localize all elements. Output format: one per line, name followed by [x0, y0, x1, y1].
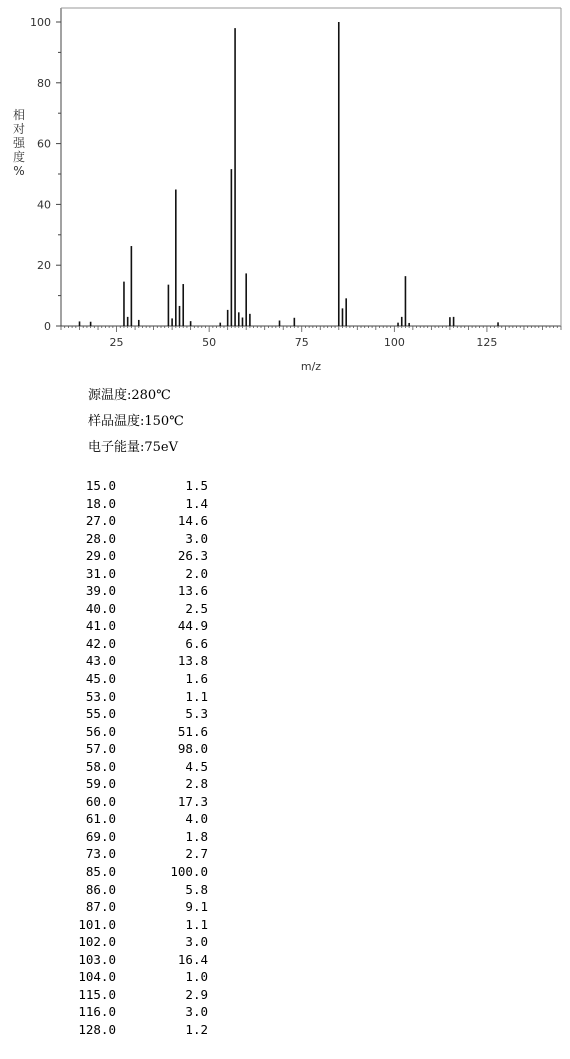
peak-mz: 115.0 — [78, 986, 116, 1002]
peak-row — [60, 477, 208, 495]
peak-mz: 69.0 — [85, 828, 116, 844]
peak-row — [60, 898, 208, 916]
peak-intensity: 26.3 — [177, 548, 208, 564]
peak-intensity: 5.3 — [185, 706, 208, 722]
x-tick-label: 25 — [109, 336, 124, 349]
x-axis-label: m/z — [300, 360, 322, 373]
peak-row — [60, 495, 208, 513]
y-tick-label: 20 — [37, 259, 51, 273]
peak-intensity: 1.0 — [185, 969, 208, 985]
peak-intensity: 14.6 — [177, 513, 208, 529]
peak-list — [60, 477, 208, 1039]
peak-row — [60, 968, 208, 986]
peak-mz: 87.0 — [85, 899, 116, 915]
peak-mz: 104.0 — [78, 969, 116, 985]
peak-mz: 128.0 — [78, 1021, 116, 1037]
peak-intensity: 2.7 — [185, 846, 208, 862]
peak-row — [60, 670, 208, 688]
peak-row — [60, 600, 208, 618]
peak-row — [60, 986, 208, 1004]
peak-row — [60, 635, 208, 653]
peak-mz: 59.0 — [85, 776, 116, 792]
peak-row — [60, 652, 208, 670]
peak-mz: 42.0 — [85, 635, 116, 651]
peak-mz: 102.0 — [78, 934, 116, 950]
peak-row — [60, 547, 208, 565]
peak-mz: 27.0 — [85, 513, 116, 529]
peak-intensity: 3.0 — [185, 1004, 208, 1020]
peak-intensity: 98.0 — [177, 741, 208, 757]
peak-mz: 85.0 — [85, 864, 116, 880]
mass-spectrum-chart — [0, 0, 570, 375]
peak-intensity: 100.0 — [170, 864, 208, 880]
peak-mz: 86.0 — [85, 881, 116, 897]
peak-mz: 43.0 — [85, 653, 116, 669]
x-tick-label: 75 — [294, 336, 309, 349]
y-axis-label-char: 对 — [12, 122, 25, 136]
chart-ticks — [30, 16, 561, 349]
peak-intensity: 17.3 — [177, 793, 208, 809]
peak-intensity: 1.8 — [185, 828, 208, 844]
peak-intensity: 2.9 — [185, 986, 208, 1002]
peak-intensity: 1.1 — [185, 916, 208, 932]
x-tick-label: 50 — [202, 336, 217, 349]
y-tick-label: 60 — [37, 137, 51, 151]
y-axis-label-char: 度 — [12, 150, 25, 164]
peak-intensity: 2.8 — [185, 776, 208, 792]
peak-row — [60, 951, 208, 969]
peak-mz: 58.0 — [85, 758, 116, 774]
y-axis-label-char: 强 — [12, 136, 25, 150]
peak-intensity: 44.9 — [177, 618, 208, 634]
peak-row — [60, 1021, 208, 1039]
y-tick-label: 40 — [37, 198, 51, 212]
peak-mz: 56.0 — [85, 723, 116, 739]
y-tick-label: 80 — [37, 76, 51, 90]
peak-row — [60, 793, 208, 811]
source-temperature: 源温度:280℃ — [88, 388, 171, 403]
peak-row — [60, 582, 208, 600]
peak-row — [60, 705, 208, 723]
peak-intensity: 13.8 — [177, 653, 208, 669]
peak-mz: 29.0 — [85, 548, 116, 564]
peak-mz: 103.0 — [78, 951, 116, 967]
peak-row — [60, 512, 208, 530]
x-tick-label: 125 — [476, 336, 498, 349]
y-axis-label — [12, 108, 26, 178]
peak-intensity: 9.1 — [185, 899, 208, 915]
peak-row — [60, 863, 208, 881]
peak-mz: 60.0 — [85, 793, 116, 809]
peak-row — [60, 828, 208, 846]
peak-row — [60, 758, 208, 776]
peak-mz: 40.0 — [85, 600, 116, 616]
peak-mz: 55.0 — [85, 706, 116, 722]
peak-mz: 28.0 — [85, 530, 116, 546]
peak-row — [60, 740, 208, 758]
peak-mz: 39.0 — [85, 583, 116, 599]
peak-row — [60, 933, 208, 951]
peak-intensity: 1.4 — [185, 495, 208, 511]
y-tick-label: 0 — [44, 320, 51, 333]
peak-intensity: 6.6 — [185, 635, 208, 651]
peak-mz: 45.0 — [85, 671, 116, 687]
peak-intensity: 51.6 — [177, 723, 208, 739]
x-tick-label: 100 — [383, 336, 405, 349]
peak-row — [60, 617, 208, 635]
peak-intensity: 1.2 — [185, 1021, 208, 1037]
peak-row — [60, 916, 208, 934]
peak-mz: 18.0 — [85, 495, 116, 511]
peak-row — [60, 723, 208, 741]
peak-mz: 53.0 — [85, 688, 116, 704]
peak-mz: 73.0 — [85, 846, 116, 862]
peak-mz: 31.0 — [85, 565, 116, 581]
peak-mz: 101.0 — [78, 916, 116, 932]
sample-temperature: 样品温度:150℃ — [88, 414, 184, 429]
peak-intensity: 13.6 — [177, 583, 208, 599]
y-tick-label: 100 — [30, 16, 51, 29]
peak-row — [60, 845, 208, 863]
peak-row — [60, 881, 208, 899]
peak-intensity: 1.1 — [185, 688, 208, 704]
y-axis-label-char: 相 — [12, 108, 25, 122]
peak-intensity: 1.6 — [185, 671, 208, 687]
peak-row — [60, 775, 208, 793]
peak-row — [60, 530, 208, 548]
y-axis-label-char: % — [13, 164, 25, 178]
peak-row — [60, 565, 208, 583]
peak-intensity: 16.4 — [177, 951, 208, 967]
peak-mz: 116.0 — [78, 1004, 116, 1020]
peak-intensity: 2.5 — [185, 600, 208, 616]
peak-row — [60, 688, 208, 706]
peak-mz: 15.0 — [85, 478, 116, 493]
peak-intensity: 1.5 — [185, 478, 208, 493]
peak-mz: 41.0 — [85, 618, 116, 634]
chart-bars — [80, 22, 499, 326]
peak-row — [60, 1003, 208, 1021]
chart-axes — [61, 8, 561, 326]
peak-intensity: 3.0 — [185, 530, 208, 546]
peak-intensity: 3.0 — [185, 934, 208, 950]
peak-row — [60, 810, 208, 828]
peak-mz: 57.0 — [85, 741, 116, 757]
peak-intensity: 5.8 — [185, 881, 208, 897]
peak-intensity: 4.0 — [185, 811, 208, 827]
peak-intensity: 4.5 — [185, 758, 208, 774]
peak-mz: 61.0 — [85, 811, 116, 827]
peak-intensity: 2.0 — [185, 565, 208, 581]
electron-energy: 电子能量:75eV — [88, 440, 179, 455]
